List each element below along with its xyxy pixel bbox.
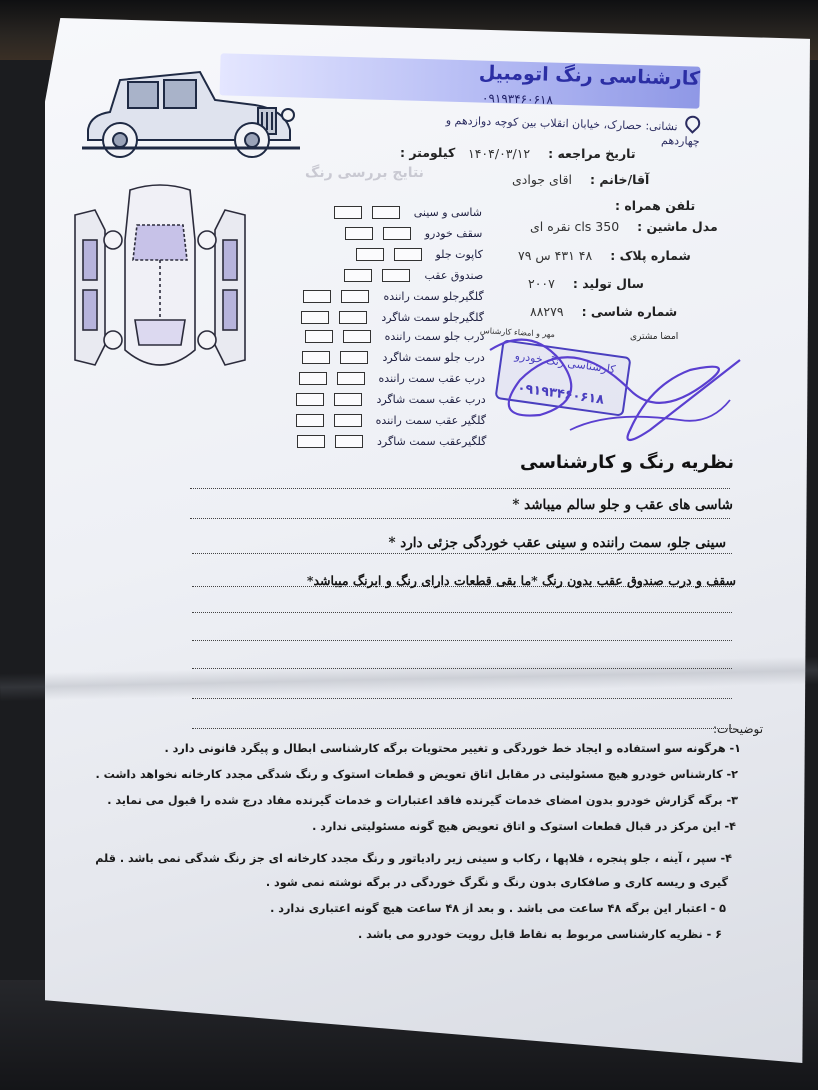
checkbox <box>382 269 410 282</box>
dotted-line <box>192 668 732 669</box>
expert-sign-label: مهر و امضاء کارشناس <box>479 326 556 339</box>
car-body-diagram <box>65 180 255 424</box>
opinion-title: نظریه رنگ و کارشناسی <box>520 452 735 473</box>
checkbox-group <box>301 311 367 324</box>
checkbox <box>302 351 330 364</box>
checkbox <box>343 330 371 343</box>
checkbox-group <box>299 372 365 385</box>
checkbox <box>341 290 369 303</box>
checkbox-group <box>302 351 368 364</box>
checkbox <box>296 414 324 427</box>
checklist-item-label: سقف خودرو <box>424 227 483 240</box>
handwritten-signature <box>450 320 750 464</box>
checklist-item-label: گلگیرجلو سمت شاگرد <box>381 311 484 324</box>
checkbox <box>345 227 373 240</box>
dotted-line <box>192 640 732 641</box>
checkbox-group <box>297 435 363 448</box>
plate-field <box>518 248 691 263</box>
checklist-item <box>303 290 483 303</box>
checkbox-group <box>344 269 410 282</box>
note-2: ۲- کارشناس خودرو هیچ مسئولیتی در مقابل اتاق تعویض و قطعات استوک و رنگ شدگی مجدد کارخانه نخواهد داشت . <box>95 768 738 781</box>
opinion-line-3: سقف و درب صندوق عقب بدون رنگ *ما بقی قطعات دارای رنگ و ابرنگ میباشد* <box>306 573 736 588</box>
checkbox <box>383 227 411 240</box>
checklist-item-label: درب عقب سمت شاگرد <box>376 393 486 406</box>
stamp-number: ۰۹۱۹۳۴۶۰۶۱۸ <box>516 380 605 408</box>
km-field <box>400 145 455 160</box>
checkbox <box>334 206 362 219</box>
opinion-line-1: شاسی های عقب و جلو سالم میباشد * <box>512 497 733 513</box>
header-phone: ۰۹۱۹۳۴۶۰۶۱۸ <box>481 91 554 107</box>
checklist-item-label: کاپوت جلو <box>435 248 483 261</box>
checkbox <box>356 248 384 261</box>
opinion-line-2: سینی جلو، سمت راننده و سینی عقب خوردگی جزئی دارد * <box>388 535 726 551</box>
companion-phone-label: تلفن همراه : <box>615 198 696 213</box>
date-field <box>468 146 636 161</box>
checklist-item-label: گلگیرجلو سمت راننده <box>383 290 484 303</box>
checkbox <box>335 435 363 448</box>
model-value: cls 350 نقره ای <box>530 219 620 234</box>
model-field <box>530 219 718 234</box>
checkbox <box>340 351 368 364</box>
note-6: ۵ - اعتبار این برگه ۴۸ ساعت می باشد . و بعد از ۴۸ ساعت هیچ گونه اعتباری ندارد . <box>270 902 726 915</box>
dotted-line <box>192 612 732 613</box>
chassis-label: شماره شاسی : <box>581 304 678 319</box>
chassis-field <box>530 304 677 319</box>
address-text: نشانی: حصارک، خیابان انقلاب بین کوچه دوازدهم و چهاردهم <box>445 113 700 148</box>
checkbox <box>394 248 422 261</box>
checkbox-group <box>303 290 369 303</box>
checklist-item-label: صندوق عقب <box>424 269 484 282</box>
notes-title: توضیحات: <box>713 722 764 736</box>
checkbox <box>337 372 365 385</box>
name-field <box>512 172 649 187</box>
model-label: مدل ماشین : <box>637 219 718 234</box>
customer-sign-label: امضا مشتری <box>630 332 679 342</box>
checklist-item-label: شاسی و سینی <box>413 206 482 219</box>
company-name: کارشناسی رنگ اتومبیل <box>478 61 701 90</box>
checkbox <box>296 393 324 406</box>
checkbox <box>334 393 362 406</box>
checkbox <box>339 311 367 324</box>
checkbox <box>297 435 325 448</box>
checkbox <box>372 206 400 219</box>
checkbox <box>305 330 333 343</box>
stamp-text: کارشناسی رنگ خودرو <box>514 349 617 377</box>
checkbox <box>303 290 331 303</box>
note-5: ۴- سپر ، آینه ، جلو پنجره ، فلاپها ، رکاب و سینی زیر رادیاتور و رنگ مجدد کارخانه ای جز رنگ شدگی نمی باشد . قلم <box>95 852 732 865</box>
checklist-item-label: گلگیر عقب سمت راننده <box>375 414 486 427</box>
checklist-item-label: گلگیرعقب سمت شاگرد <box>376 435 487 448</box>
name-value: اقای جوادی <box>512 172 573 187</box>
date-label: تاریخ مراجعه : <box>548 146 636 161</box>
checkbox <box>301 311 329 324</box>
checklist-item <box>345 227 483 240</box>
note-4: ۴- این مرکز در قبال قطعات استوک و اتاق تعویض هیچ گونه مسئولیتی ندارد . <box>312 820 736 833</box>
checkbox-group <box>296 393 362 406</box>
checklist-item <box>344 269 483 282</box>
checkbox-group <box>345 227 411 240</box>
dotted-line <box>192 698 732 699</box>
checkbox-group <box>296 414 362 427</box>
checkbox <box>334 414 362 427</box>
year-value: ۲۰۰۷ <box>528 276 555 291</box>
note-7: ۶ - نظریه کارشناسی مربوط به نقاط قابل رویت خودرو می باشد . <box>357 928 722 941</box>
dotted-line <box>192 553 732 554</box>
checkbox-group <box>334 206 400 219</box>
name-label: آقا/خانم : <box>590 172 650 187</box>
checklist-item <box>356 248 483 261</box>
note-1: ۱- هرگونه سو استفاده و ایجاد خط خوردگی و تغییر محتویات برگه کارشناسی ابطال و پیگرد قانونی دارد . <box>164 742 741 755</box>
checkbox-group <box>356 248 422 261</box>
plate-label: شماره پلاک : <box>610 248 691 263</box>
km-label: کیلومتر : <box>400 145 456 160</box>
year-field <box>528 276 644 291</box>
plate-value: ۴۸ ۴۳۱ س ۷۹ <box>518 248 593 263</box>
dotted-line <box>192 728 732 729</box>
checklist-item-label: درب عقب سمت راننده <box>378 372 486 385</box>
checklist-item-label: درب جلو سمت راننده <box>384 330 485 343</box>
checkbox <box>299 372 327 385</box>
chassis-value: ۸۸۲۷۹ <box>530 304 564 319</box>
dotted-line <box>190 488 730 489</box>
note-5-cont: گیری و ریسه کاری و صافکاری بدون رنگ و نگرگ خوردگی در برگه نوشته نمی شود . <box>265 876 728 889</box>
classic-car-illustration <box>80 60 305 165</box>
checkbox-group <box>305 330 371 343</box>
dotted-line <box>190 518 730 519</box>
checklist-title: نتایج بررسی رنگ <box>305 165 424 181</box>
note-3: ۳- برگه گزارش خودرو بدون امضای خدمات گیرنده فاقد اعتبارات و خدمات گیرنده مفاد درج شده را قبول می نماید . <box>107 794 738 807</box>
checkbox <box>344 269 372 282</box>
checklist-item-label: درب جلو سمت شاگرد <box>382 351 485 364</box>
date-value: ۱۴۰۴/۰۳/۱۲ <box>468 146 531 161</box>
companion-phone-field <box>615 198 695 213</box>
checklist-item <box>334 206 482 219</box>
year-label: سال تولید : <box>572 276 644 291</box>
